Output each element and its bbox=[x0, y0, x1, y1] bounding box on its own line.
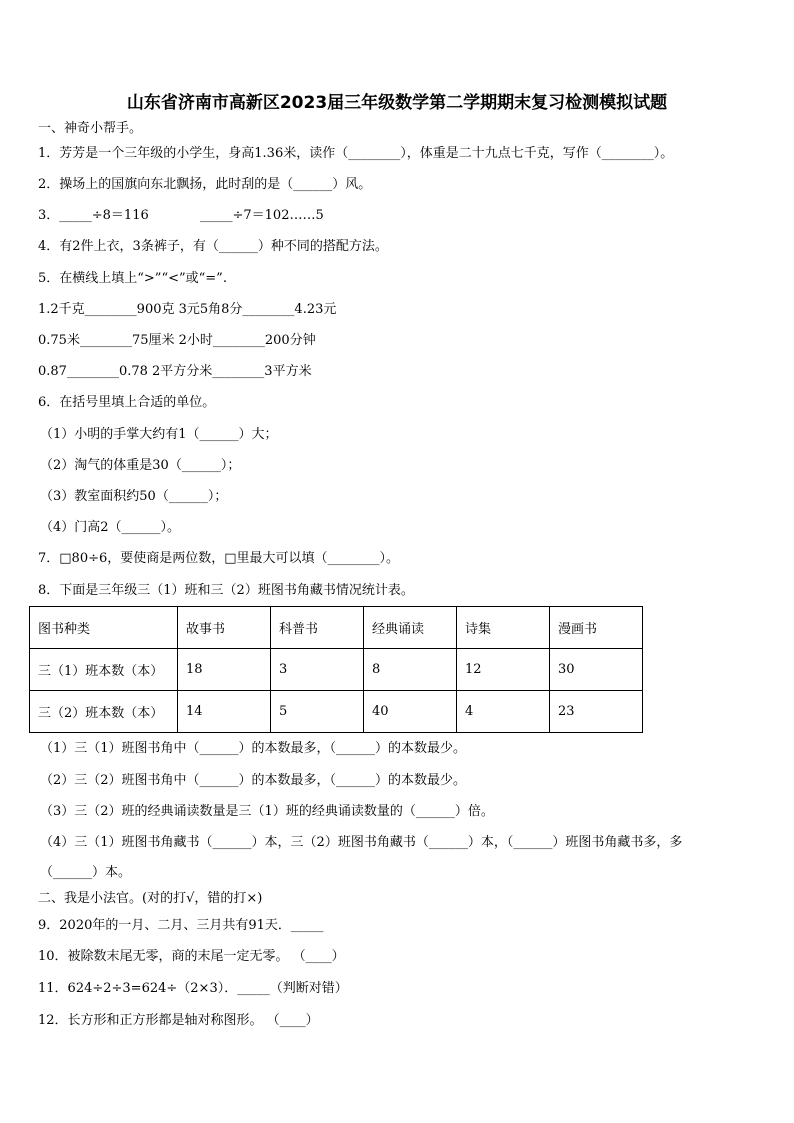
table-row bbox=[30, 691, 643, 733]
table-cell: 3 bbox=[271, 649, 364, 691]
question-6-item-2: （2）淘气的体重是30（______）； bbox=[40, 458, 241, 473]
question-8: 8．下面是三年级三（1）班和三（2）班图书角藏书情况统计表。 bbox=[38, 583, 414, 598]
table-cell: 4 bbox=[457, 691, 550, 733]
question-3a: 3．_____÷8＝116 bbox=[38, 208, 149, 223]
question-12: 12．长方形和正方形都是轴对称图形。 （____） bbox=[38, 1013, 319, 1028]
question-8-item-4: （4）三（1）班图书角藏书（______）本，三（2）班图书角藏书（______）本，（______）班图书角藏书多，多 bbox=[40, 835, 683, 850]
section1-heading: 一、神奇小帮手。 bbox=[38, 121, 143, 136]
question-2: 2．操场上的国旗向东北飘扬，此时刮的是（______）风。 bbox=[38, 177, 372, 192]
question-5-row-2: 0.75米________75厘米 2小时________200分钟 bbox=[38, 333, 316, 348]
table-cell: 漫画书 bbox=[550, 607, 643, 649]
question-7: 7．□80÷6，要使商是两位数，□里最大可以填（________）。 bbox=[38, 551, 400, 566]
table-header-row bbox=[30, 607, 643, 649]
table-cell: 8 bbox=[364, 649, 457, 691]
table-cell: 三（1）班本数（本） bbox=[30, 649, 178, 691]
question-5-row-3: 0.87________0.78 2平方分米________3平方米 bbox=[38, 364, 312, 379]
page-title: 山东省济南市高新区2023届三年级数学第二学期期末复习检测模拟试题 bbox=[126, 93, 668, 113]
question-5: 5．在横线上填上“>”“<”或“=”. bbox=[38, 271, 227, 286]
question-9: 9．2020年的一月、二月、三月共有91天．_____ bbox=[38, 918, 324, 933]
table-cell: 30 bbox=[550, 649, 643, 691]
question-10: 10．被除数末尾无零，商的末尾一定无零。 （____） bbox=[38, 949, 345, 964]
question-8-item-2: （2）三（2）班图书角中（______）的本数最多，（______）的本数最少。 bbox=[40, 773, 467, 788]
table-cell: 23 bbox=[550, 691, 643, 733]
table-cell: 诗集 bbox=[457, 607, 550, 649]
table-cell: 14 bbox=[178, 691, 271, 733]
table-cell: 科普书 bbox=[271, 607, 364, 649]
question-6: 6．在括号里填上合适的单位。 bbox=[38, 395, 216, 410]
question-5-row-1: 1.2千克________900克 3元5角8分________4.23元 bbox=[38, 302, 337, 317]
question-6-item-4: （4）门高2（______）。 bbox=[40, 520, 181, 535]
question-3b: _____÷7＝102……5 bbox=[200, 208, 324, 223]
table-cell: 40 bbox=[364, 691, 457, 733]
table-cell: 12 bbox=[457, 649, 550, 691]
table-cell: 5 bbox=[271, 691, 364, 733]
table-cell: 经典诵读 bbox=[364, 607, 457, 649]
question-8-item-4-cont: （______）本。 bbox=[40, 865, 132, 880]
question-8-item-3: （3）三（2）班的经典诵读数量是三（1）班的经典诵读数量的（______）倍。 bbox=[40, 804, 494, 819]
table-cell: 图书种类 bbox=[30, 607, 178, 649]
table-row bbox=[30, 649, 643, 691]
question-1: 1．芳芳是一个三年级的小学生，身高1.36米，读作（________），体重是二十九点七千克，写作（________）。 bbox=[38, 146, 674, 161]
table-cell: 故事书 bbox=[178, 607, 271, 649]
table-cell: 三（2）班本数（本） bbox=[30, 691, 178, 733]
question-11: 11．624÷2÷3=624÷（2×3）．_____（判断对错） bbox=[38, 981, 348, 996]
question-4: 4．有2件上衣，3条裤子，有（______）种不同的搭配方法。 bbox=[38, 239, 388, 254]
question-6-item-1: （1）小明的手掌大约有1（______）大； bbox=[40, 427, 278, 442]
question-8-item-1: （1）三（1）班图书角中（______）的本数最多，（______）的本数最少。 bbox=[40, 741, 467, 756]
book-stats-table bbox=[29, 606, 643, 733]
table-cell: 18 bbox=[178, 649, 271, 691]
question-6-item-3: （3）教室面积约50（______）； bbox=[40, 489, 228, 504]
section2-heading: 二、我是小法官。(对的打√，错的打×) bbox=[38, 891, 263, 906]
